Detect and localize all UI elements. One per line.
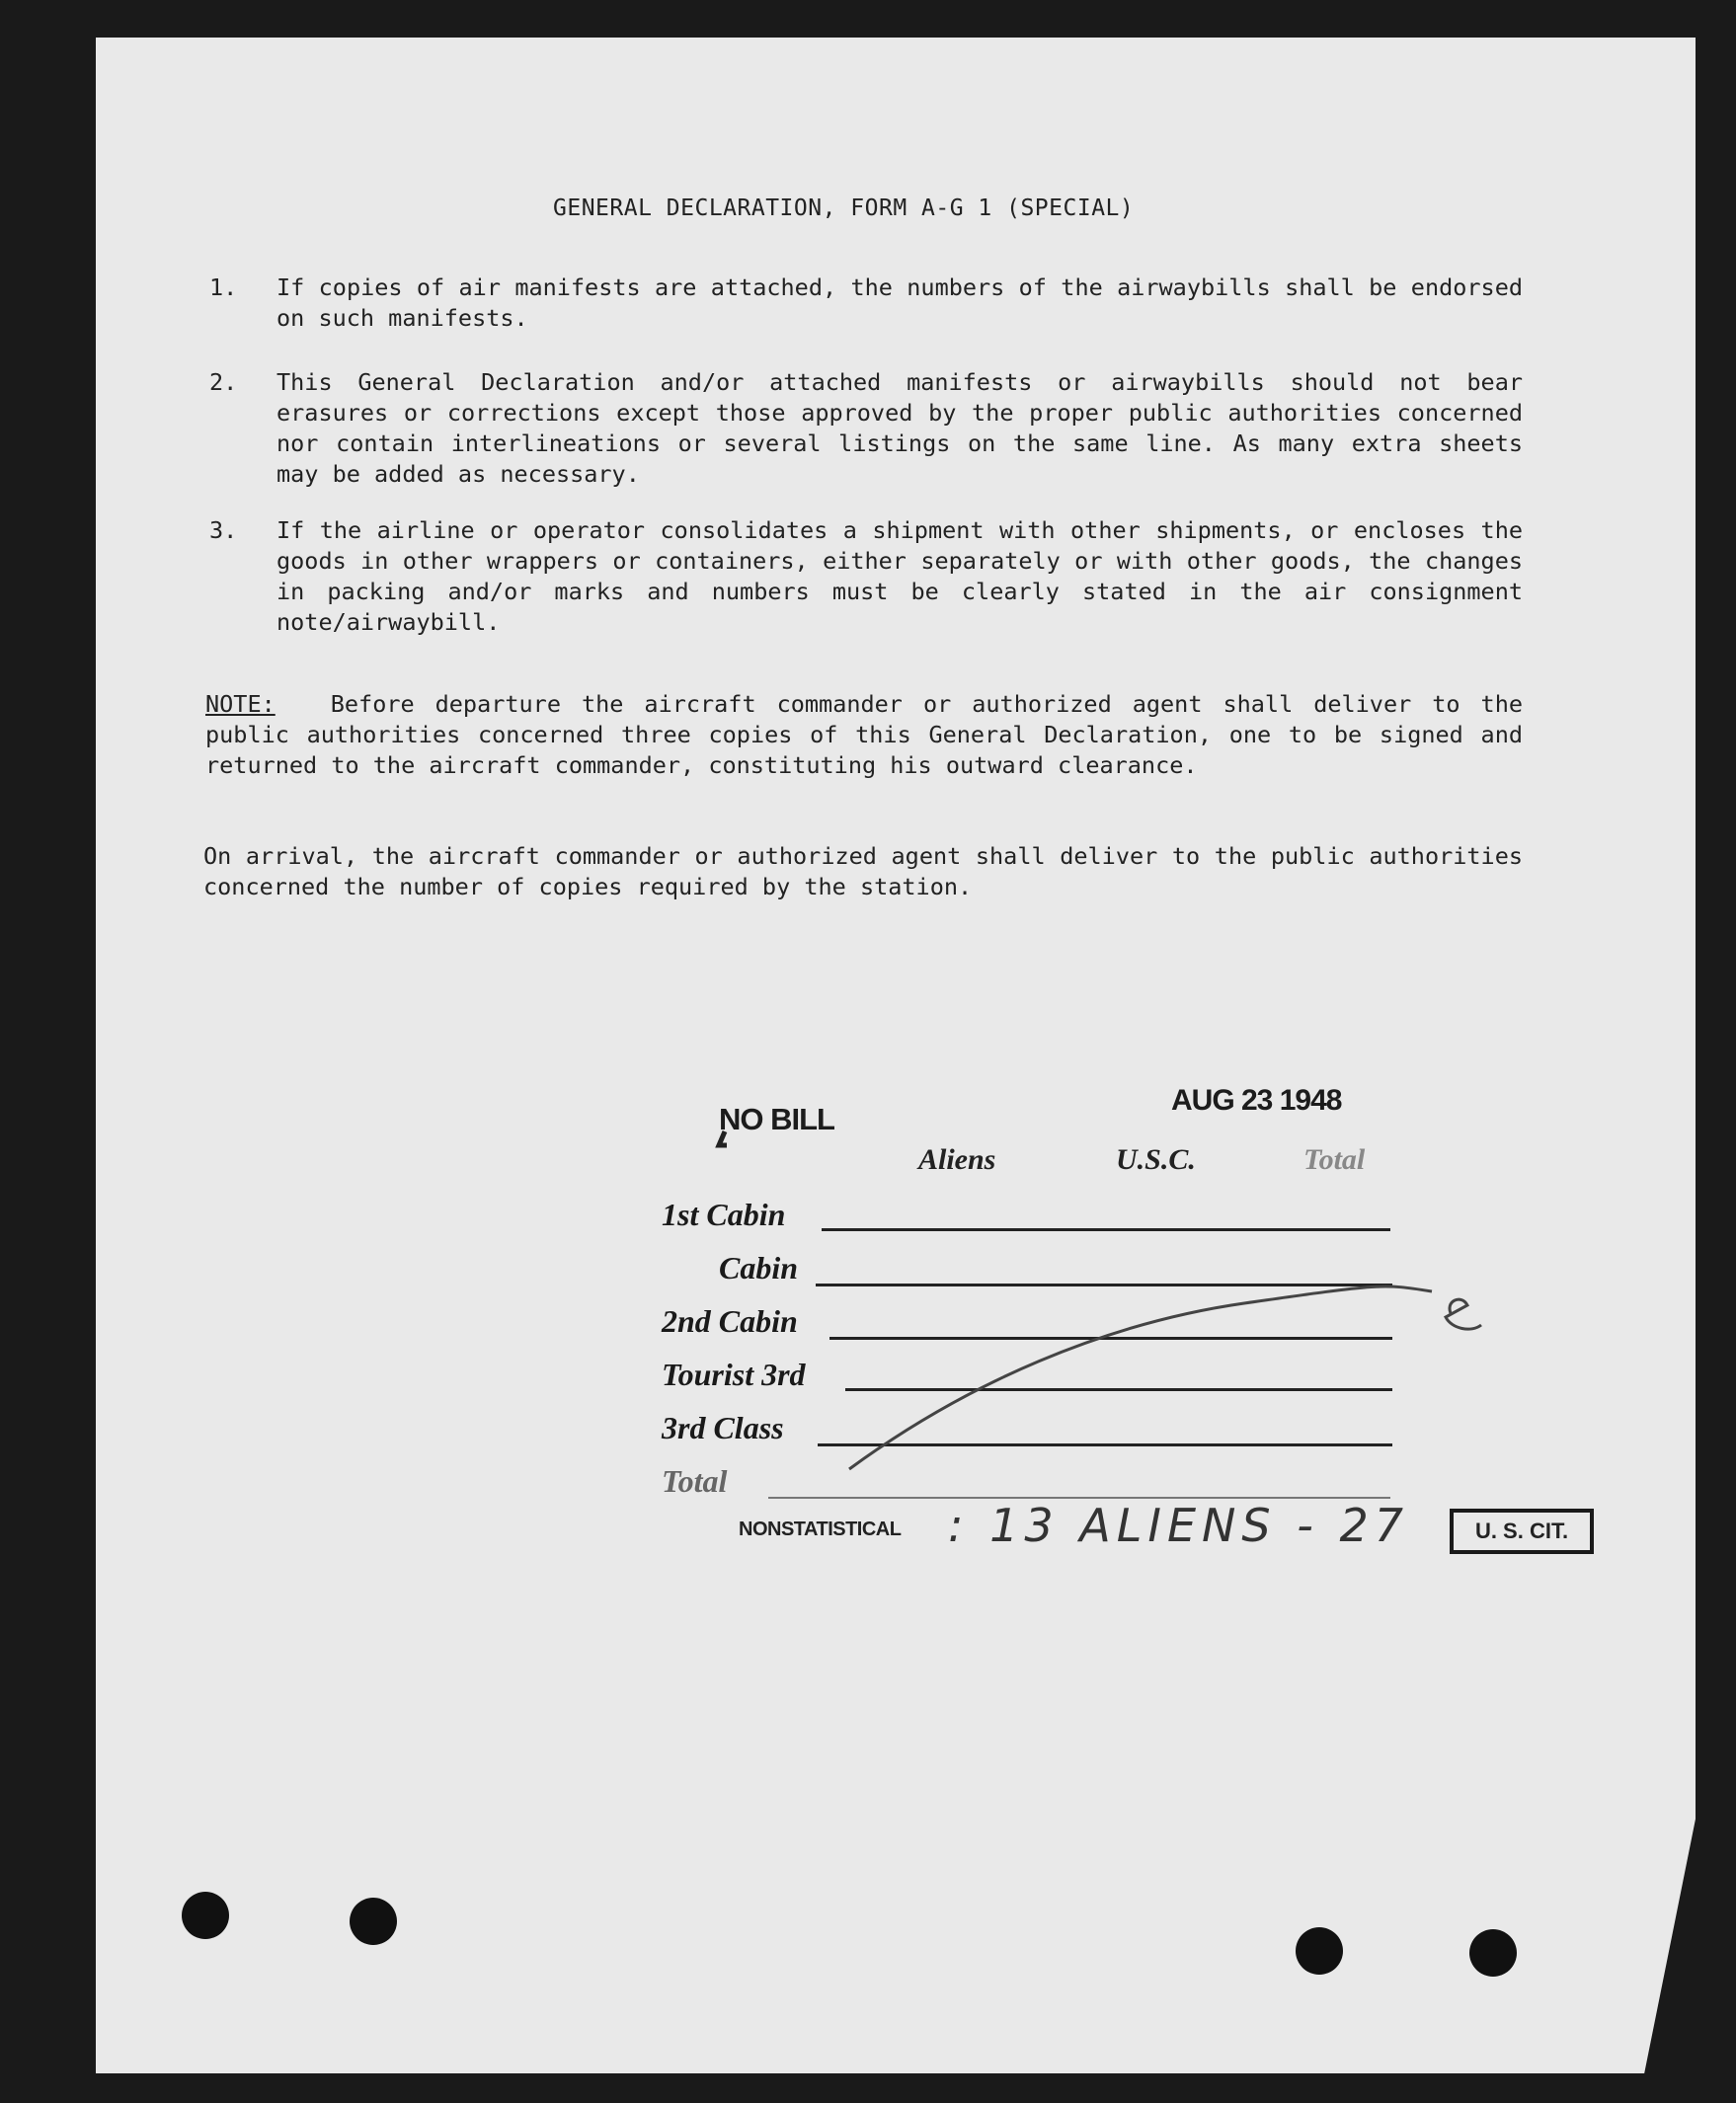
row-label-1st-cabin: 1st Cabin: [662, 1197, 786, 1232]
no-bill-stamp: NO BILL: [719, 1102, 834, 1136]
row-label-cabin: Cabin: [719, 1250, 799, 1285]
document-page: [96, 38, 1696, 2073]
row-line: [845, 1388, 1392, 1391]
note-text: Before departure the aircraft commander or authorized agent shall deliver to the public authorities concerned three copies of this General Declaration, one to be signed and returned to the aircraft commander, constituting his outward clearance.: [205, 690, 1523, 779]
row-line: [818, 1443, 1392, 1446]
punch-hole: [182, 1892, 229, 1939]
item-number: 1.: [209, 273, 238, 301]
row-line: [829, 1337, 1392, 1340]
date-stamp: AUG 23 1948: [1171, 1084, 1342, 1117]
row-label-3rd-class: 3rd Class: [662, 1410, 784, 1445]
row-label-tourist-3rd: Tourist 3rd: [662, 1357, 806, 1392]
column-header-total: Total: [1303, 1143, 1366, 1176]
punch-hole: [1469, 1929, 1517, 1977]
note-paragraph: [205, 689, 1523, 781]
arrival-paragraph: On arrival, the aircraft commander or authorized agent shall deliver to the public authorities concerned the number of copies required by the station.: [203, 842, 1523, 900]
punch-hole: [1296, 1927, 1343, 1975]
punch-hole: [350, 1898, 397, 1945]
row-label-total: Total: [662, 1463, 728, 1499]
note-label: NOTE:: [205, 690, 276, 718]
us-cit-stamp: U. S. CIT.: [1450, 1509, 1594, 1554]
item-number: 2.: [209, 368, 238, 396]
item-number: 3.: [209, 516, 238, 544]
form-title: GENERAL DECLARATION, FORM A-G 1 (SPECIAL): [553, 195, 1135, 221]
nonstatistical-stamp: NONSTATISTICAL: [739, 1519, 902, 1540]
row-label-2nd-cabin: 2nd Cabin: [662, 1303, 798, 1339]
handwritten-count: : 13 ALIENS - 27: [948, 1499, 1409, 1552]
row-line: [816, 1284, 1392, 1286]
item-text: If copies of air manifests are attached, the numbers of the airwaybills shall be endorsed on such manifests.: [276, 273, 1523, 332]
item-text: This General Declaration and/or attached manifests or airwaybills should not bear erasures or corrections except those approved by the proper public authorities concerned nor contain interlineations or several listings on the same line. As many extra sheets may be added as necessary.: [276, 368, 1523, 488]
column-header-usc: U.S.C.: [1116, 1143, 1196, 1176]
column-header-aliens: Aliens: [918, 1143, 996, 1176]
row-line: [822, 1228, 1390, 1231]
item-text: If the airline or operator consolidates a shipment with other shipments, or encloses the goods in other wrappers or containers, either separately or with other goods, the changes in packing and/or marks and numbers must be clearly stated in the air consignment note/airwaybill.: [276, 516, 1523, 636]
